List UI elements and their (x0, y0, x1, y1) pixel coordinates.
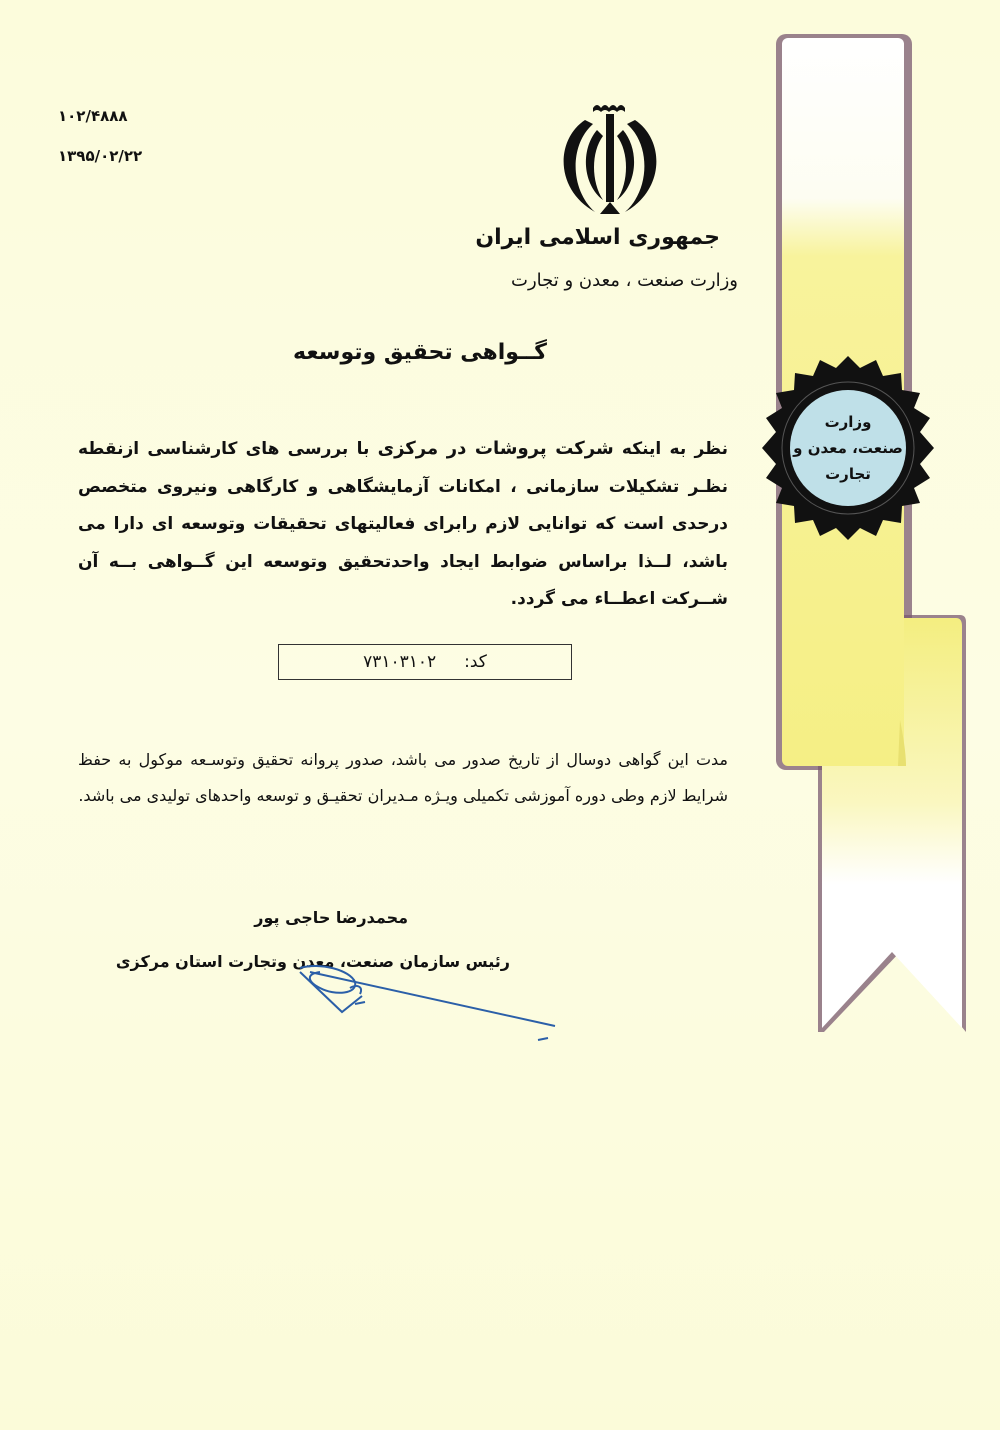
company-name: شرکت پروشات در مرکزی (377, 438, 614, 459)
iran-emblem-icon (555, 100, 665, 220)
seal-line-3: تجارت (825, 465, 871, 483)
certificate-title (0, 340, 840, 365)
country-name: جمهوری اسلامی ایران (475, 225, 720, 250)
award-ribbon (750, 20, 1000, 1070)
body-rest: با بررسی های کارشناسی ازنقطه نظـر تشکیلات سازمانی ، امکانات آزمایشگاهی و کارگاهی ونیروی متخصص درحدی است که توانایی لازم رابرای فعالیتهای تحقیقات وتوسعه ای دارا می باشد، لــذا براساس ضوابط ایجاد واحدتحقیق وتوسعه این گــواهی بــه آن شــرکت اعطــاء می گردد. (78, 439, 728, 609)
certificate-body (78, 430, 728, 619)
body-intro: نظر به اینکه (613, 439, 728, 459)
signatory-name: محمدرضا حاجی پور (254, 908, 408, 927)
ministry-name: وزارت صنعت ، معدن و تجارت (511, 270, 738, 291)
certificate-title-text: گــواهی تحقیق وتوسعه (293, 340, 547, 365)
signatory-title: رئیس سازمان صنعت، معدن وتجارت استان مرکزی (115, 952, 510, 971)
seal-line-2: صنعت، معدن و (793, 439, 903, 457)
code-value: ۷۳۱۰۳۱۰۲ (363, 652, 437, 672)
code-box (278, 644, 572, 680)
code-label: کد: (464, 652, 487, 672)
seal-text (790, 390, 906, 506)
validity-paragraph: مدت این گواهی دوسال از تاریخ صدور می باشد، صدور پروانه تحقیق وتوسـعه موکول به حفظ شرایط لازم وطی دوره آموزشی تکمیلی ویـژه مـدیران تحقیـق و توسعه واحدهای تولیدی می باشد. (78, 750, 728, 805)
seal-line-1: وزارت (824, 413, 872, 431)
handwritten-signature (280, 960, 570, 1050)
reference-number: ۱۰۲/۴۸۸۸ (58, 107, 128, 125)
document-date: ۱۳۹۵/۰۲/۲۲ (58, 147, 143, 165)
